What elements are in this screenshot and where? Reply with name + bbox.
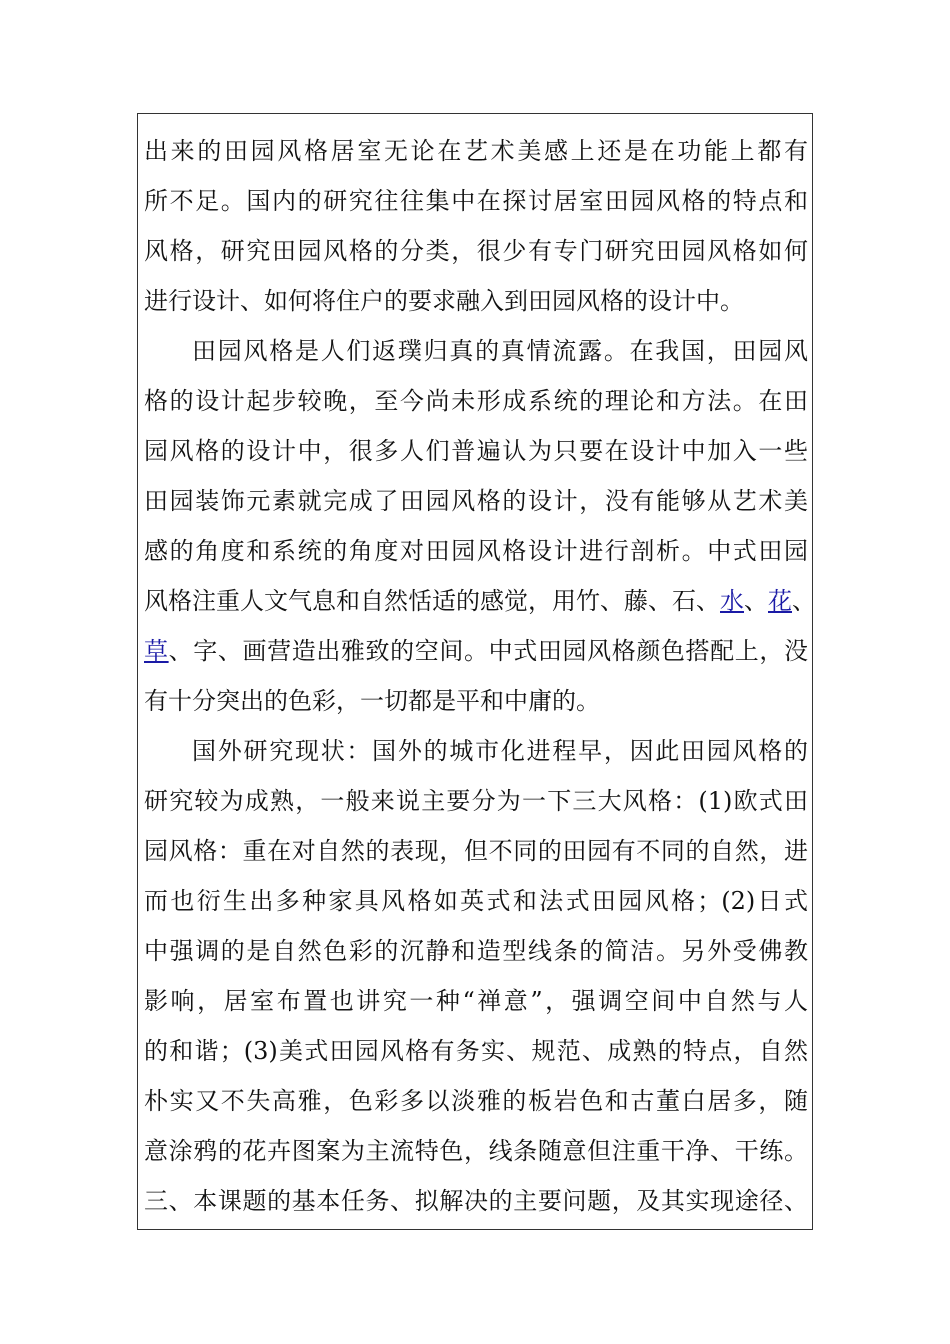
- text-line: 风格，研究田园风格的分类，很少有专门研究田园风格如何: [144, 237, 808, 265]
- text-line: 意涂鸦的花卉图案为主流特色，线条随意但注重干净、干练。: [144, 1137, 808, 1165]
- text-line: 进行设计、如何将住户的要求融入到田园风格的设计中。: [144, 287, 744, 315]
- text-segment: 、: [792, 587, 816, 615]
- text-line: 田园风格是人们返璞归真的真情流露。在我国，田园风: [192, 337, 808, 365]
- section-heading-tasks: [144, 1176, 808, 1226]
- text-line-with-links: [144, 576, 816, 626]
- section-heading: 三、本课题的基本任务、拟解决的主要问题，及其实现途径、: [144, 1187, 808, 1215]
- text-line: 朴实又不失高雅，色彩多以淡雅的板岩色和古董白居多，随: [144, 1087, 808, 1115]
- paragraph-domestic-research: [144, 126, 808, 326]
- text-line: 园风格的设计中，很多人们普遍认为只要在设计中加入一些: [144, 437, 808, 465]
- document-body: [144, 126, 816, 1226]
- text-line: 感的角度和系统的角度对田园风格设计进行剖析。中式田园: [144, 537, 808, 565]
- text-line: 格的设计起步较晚，至今尚未形成系统的理论和方法。在田: [144, 387, 808, 415]
- text-line: 中强调的是自然色彩的沉静和造型线条的简洁。另外受佛教: [144, 937, 808, 965]
- text-line: 研究较为成熟，一般来说主要分为一下三大风格：(1)欧式田: [144, 787, 808, 815]
- text-line: 而也衍生出多种家具风格如英式和法式田园风格；(2)日式: [144, 887, 808, 915]
- text-line: 园风格：重在对自然的表现，但不同的田园有不同的自然，进: [144, 837, 808, 865]
- text-segment: 、字、画营造出雅致的空间。中式田园风格颜色搭配上，没: [168, 637, 809, 665]
- link-flower[interactable]: 花: [768, 587, 792, 615]
- link-water[interactable]: 水: [720, 587, 744, 615]
- text-line: 影响，居室布置也讲究一种“禅意”，强调空间中自然与人: [144, 987, 808, 1015]
- paragraph-foreign-research: [144, 726, 808, 1176]
- text-line: 有十分突出的色彩，一切都是平和中庸的。: [144, 687, 600, 715]
- text-line-with-link: [144, 626, 808, 676]
- text-line: 国外研究现状：国外的城市化进程早，因此田园风格的: [192, 737, 808, 765]
- text-line: 出来的田园风格居室无论在艺术美感上还是在功能上都有: [144, 137, 808, 165]
- text-segment: 风格注重人文气息和自然恬适的感觉，用竹、藤、石、: [144, 587, 720, 615]
- text-line: 的和谐；(3)美式田园风格有务实、规范、成熟的特点，自然: [144, 1037, 808, 1065]
- text-line: 所不足。国内的研究往往集中在探讨居室田园风格的特点和: [144, 187, 808, 215]
- text-segment: 、: [744, 587, 768, 615]
- link-grass[interactable]: 草: [144, 637, 169, 665]
- text-line: 田园装饰元素就完成了田园风格的设计，没有能够从艺术美: [144, 487, 808, 515]
- paragraph-pastoral-style: [144, 326, 816, 726]
